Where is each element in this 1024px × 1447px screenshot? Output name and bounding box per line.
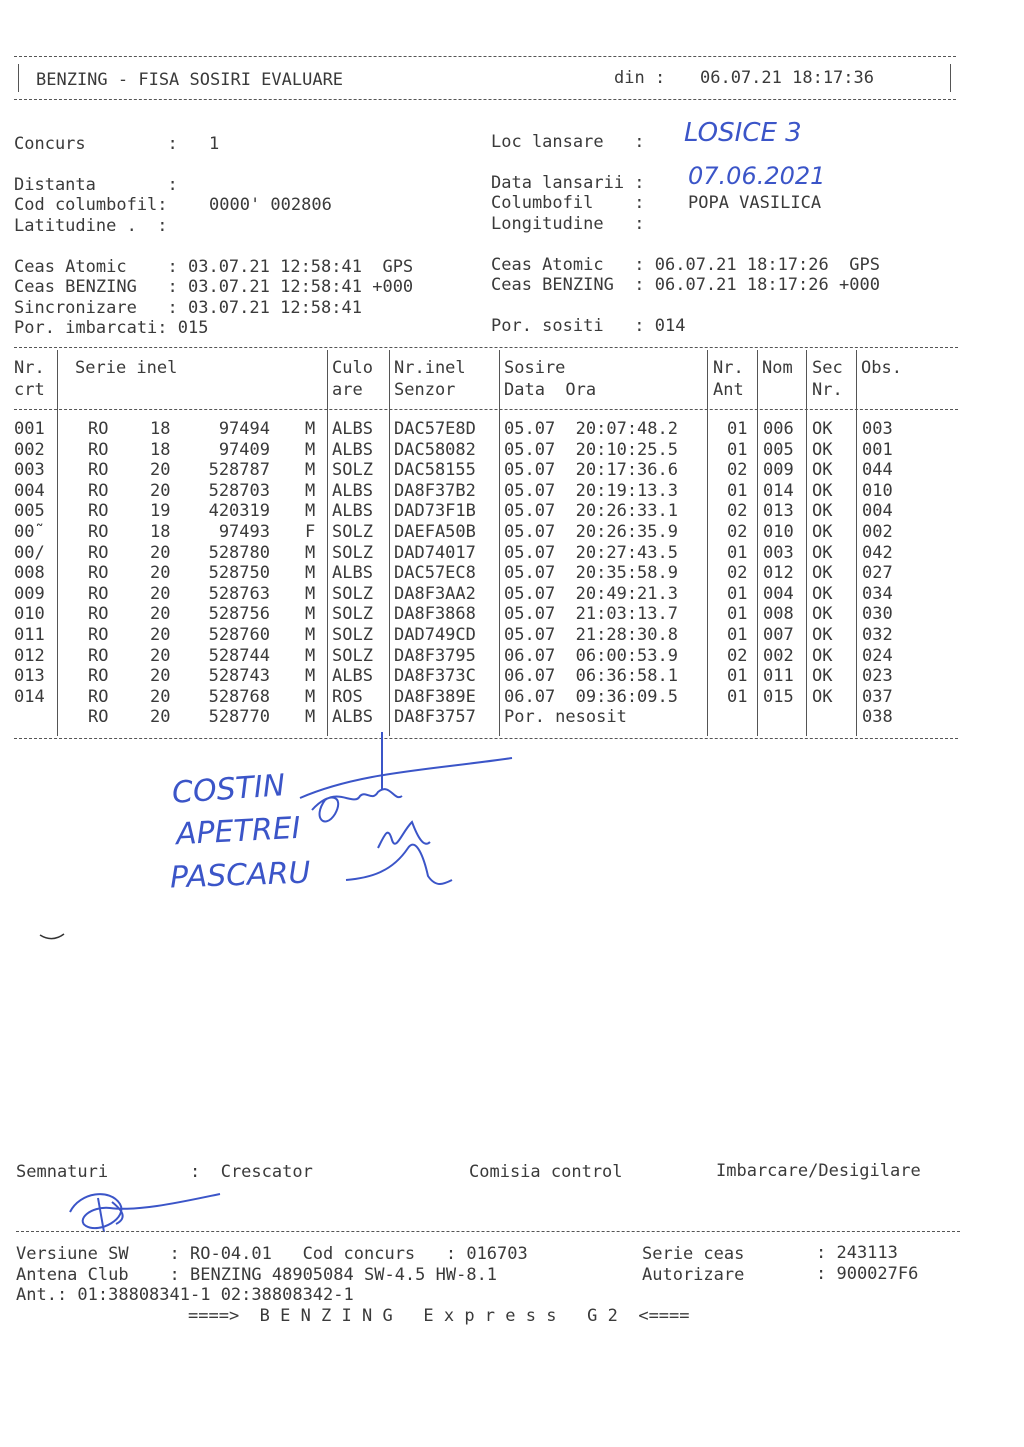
header-right-border (950, 64, 951, 92)
row-culoare: ALBS (332, 707, 373, 728)
header-din-value: 06.07.21 18:17:36 (700, 68, 874, 88)
row-obs: 024 (862, 645, 893, 666)
row-nom: 004 (763, 583, 794, 604)
row-an: 18 (150, 439, 171, 460)
col-header-sec: Sec (812, 358, 843, 378)
row-nr: 00/ (14, 542, 45, 563)
row-obs: 002 (862, 522, 893, 542)
row-nr: 001 (14, 419, 45, 439)
row-senzor: DAD749CD (394, 625, 476, 645)
col-header-ant-2: Ant (713, 380, 744, 400)
row-an: 20 (150, 460, 171, 481)
cod-columbofil-value: 0000' 002806 (209, 195, 332, 215)
row-ant: 01 (727, 666, 748, 687)
row-inel: 528760 (208, 625, 270, 645)
row-sosire: 05.07 20:07:48.2 (504, 419, 678, 439)
row-sec: OK (812, 604, 833, 625)
row-senzor: DAEFA50B (394, 522, 476, 542)
row-culoare: ALBS (332, 666, 373, 687)
footer-versiune: Versiune SW : RO-04.01 Cod concurs : 016703 (16, 1244, 528, 1264)
row-nr: 014 (14, 686, 45, 707)
row-inel: 528750 (208, 563, 270, 584)
row-sosire: 05.07 21:03:13.7 (504, 604, 678, 625)
row-ant: 02 (727, 460, 748, 481)
row-culoare: ALBS (332, 501, 373, 522)
row-an: 20 (150, 542, 171, 563)
table-top-rule (14, 347, 958, 348)
row-senzor: DA8F3868 (394, 604, 476, 625)
ceas-benzing-end: Ceas BENZING : 06.07.21 18:17:26 +000 (491, 275, 880, 295)
row-obs: 010 (862, 480, 893, 501)
row-sosire: 05.07 20:49:21.3 (504, 583, 678, 604)
row-culoare: ROS (332, 686, 363, 707)
signature-stroke (312, 789, 402, 821)
data-lansarii-value: 07.06.2021 (688, 162, 826, 190)
row-sex: M (305, 686, 316, 707)
row-senzor: DAC58155 (394, 460, 476, 481)
row-sosire: 06.07 09:36:09.5 (504, 686, 678, 707)
cod-columbofil-label: Cod columbofil: (14, 195, 168, 215)
row-an: 19 (150, 501, 171, 522)
header-left-border (18, 64, 19, 92)
row-an: 18 (150, 419, 171, 439)
row-tara: RO (88, 666, 109, 687)
footer-antena-club: Antena Club : BENZING 48905084 SW-4.5 HW-8.1 (16, 1265, 498, 1285)
row-obs: 042 (862, 542, 893, 563)
row-sec: OK (812, 542, 833, 563)
row-culoare: SOLZ (332, 604, 373, 625)
row-ant: 02 (727, 522, 748, 542)
row-ant: 01 (727, 583, 748, 604)
row-sex: M (305, 480, 316, 501)
row-nom: 005 (763, 439, 794, 460)
row-ant: 01 (727, 604, 748, 625)
handwritten-name: APETREI (175, 810, 302, 853)
row-sec: OK (812, 583, 833, 604)
row-ant: 01 (727, 419, 748, 439)
row-sex: M (305, 542, 316, 563)
row-nom: 002 (763, 645, 794, 666)
crescator-signature (50, 1182, 290, 1242)
table-header-rule (14, 409, 958, 410)
col-divider (57, 350, 58, 736)
col-divider (327, 350, 328, 736)
row-tara: RO (88, 480, 109, 501)
col-header-sosire-2: Data Ora (504, 380, 597, 400)
row-nr: 00˜ (14, 522, 45, 542)
row-nom: 008 (763, 604, 794, 625)
row-senzor: DA8F3795 (394, 645, 476, 666)
row-sosire: 05.07 20:26:33.1 (504, 501, 678, 522)
col-header-sec-2: Nr. (812, 380, 843, 400)
comisia-control-label: Comisia control (469, 1162, 623, 1182)
header-din-label: din : (614, 68, 666, 88)
row-ant: 01 (727, 686, 748, 707)
row-tara: RO (88, 707, 109, 728)
row-nom: 010 (763, 522, 794, 542)
row-sec: OK (812, 522, 833, 542)
row-nom: 011 (763, 666, 794, 687)
row-nr: 008 (14, 563, 45, 584)
row-tara: RO (88, 501, 109, 522)
row-ant: 02 (727, 645, 748, 666)
col-divider (707, 350, 708, 736)
row-senzor: DAC57E8D (394, 419, 476, 439)
row-sex: M (305, 666, 316, 687)
row-nr: 009 (14, 583, 45, 604)
row-sec: OK (812, 563, 833, 584)
row-tara: RO (88, 542, 109, 563)
columbofil-label: Columbofil : (491, 193, 645, 213)
concurs-value: 1 (209, 134, 220, 154)
row-senzor: DA8F373C (394, 666, 476, 687)
row-sex: M (305, 707, 316, 728)
row-culoare: ALBS (332, 563, 373, 584)
row-sex: M (305, 563, 316, 584)
row-culoare: SOLZ (332, 460, 373, 481)
porumbei-sositi: Por. sositi : 014 (491, 316, 686, 336)
loc-lansare-label: Loc lansare : (491, 132, 645, 152)
footer-serie-ceas-value: : 243113 (816, 1243, 898, 1263)
row-obs: 030 (862, 604, 893, 625)
row-sec: OK (812, 645, 833, 666)
footer-serie-ceas-label: Serie ceas (642, 1244, 745, 1264)
row-nom: 009 (763, 460, 794, 481)
row-nr: 013 (14, 666, 45, 687)
row-culoare: SOLZ (332, 583, 373, 604)
row-tara: RO (88, 419, 109, 439)
row-obs: 044 (862, 460, 893, 481)
col-header-nr-2: crt (14, 380, 45, 400)
signature-stroke (378, 822, 430, 848)
row-sosire: 06.07 06:36:58.1 (504, 666, 678, 687)
row-nom: 007 (763, 625, 794, 645)
row-sex: M (305, 460, 316, 481)
distanta-label: Distanta : (14, 175, 178, 195)
row-senzor: DAC57EC8 (394, 563, 476, 584)
row-an: 20 (150, 625, 171, 645)
row-tara: RO (88, 522, 109, 542)
row-sosire: 05.07 20:17:36.6 (504, 460, 678, 481)
row-ant: 01 (727, 542, 748, 563)
row-inel: 528744 (208, 645, 270, 666)
col-divider (806, 350, 807, 736)
row-inel: 528763 (208, 583, 270, 604)
crescator-label: : Crescator (190, 1162, 313, 1182)
data-lansarii-label: Data lansarii : (491, 173, 645, 193)
row-inel: 97409 (218, 439, 270, 460)
row-obs: 037 (862, 686, 893, 707)
col-divider (389, 350, 390, 736)
footer-autorizare-value: : 900027F6 (816, 1264, 919, 1284)
col-header-sosire: Sosire (504, 358, 566, 378)
col-divider (757, 350, 758, 736)
row-tara: RO (88, 645, 109, 666)
col-header-ant: Nr. (713, 358, 744, 378)
row-tara: RO (88, 625, 109, 645)
row-sec: OK (812, 439, 833, 460)
row-sec: OK (812, 625, 833, 645)
handwritten-name: PASCARU (169, 855, 312, 896)
row-inel: 528703 (208, 480, 270, 501)
row-senzor: DA8F3757 (394, 707, 476, 728)
row-nom: 013 (763, 501, 794, 522)
row-senzor: DAD73F1B (394, 501, 476, 522)
columbofil-value: POPA VASILICA (688, 193, 822, 213)
row-sosire: 05.07 20:10:25.5 (504, 439, 678, 460)
row-sex: M (305, 439, 316, 460)
row-obs: 034 (862, 583, 893, 604)
row-culoare: SOLZ (332, 542, 373, 563)
row-inel: 97494 (218, 419, 270, 439)
col-header-nr: Nr. (14, 358, 45, 378)
row-an: 18 (150, 522, 171, 542)
row-senzor: DAC58082 (394, 439, 476, 460)
handwritten-name: COSTIN (170, 768, 287, 811)
row-ant: 02 (727, 563, 748, 584)
row-an: 20 (150, 563, 171, 584)
row-nom: 003 (763, 542, 794, 563)
loc-lansare-value: LOSICE 3 (684, 118, 802, 148)
row-tara: RO (88, 439, 109, 460)
row-sec: OK (812, 501, 833, 522)
semnaturi-label: Semnaturi (16, 1162, 109, 1182)
row-sosire: 05.07 21:28:30.8 (504, 625, 678, 645)
row-ant: 02 (727, 501, 748, 522)
row-sec: OK (812, 419, 833, 439)
signature-stroke (70, 1194, 220, 1228)
porumbei-imbarcati: Por. imbarcati: 015 (14, 318, 209, 338)
row-culoare: ALBS (332, 480, 373, 501)
row-nom: 006 (763, 419, 794, 439)
latitudine-label: Latitudine . : (14, 216, 168, 236)
row-senzor: DA8F3AA2 (394, 583, 476, 604)
row-nr: 004 (14, 480, 45, 501)
col-header-culoare: Culo (332, 358, 373, 378)
row-sec: OK (812, 480, 833, 501)
row-nr: 011 (14, 625, 45, 645)
col-divider (499, 350, 500, 736)
ceas-atomic-end: Ceas Atomic : 06.07.21 18:17:26 GPS (491, 255, 880, 275)
row-inel: 528756 (208, 604, 270, 625)
row-tara: RO (88, 563, 109, 584)
ceas-atomic-start: Ceas Atomic : 03.07.21 12:58:41 GPS (14, 257, 414, 277)
row-an: 20 (150, 604, 171, 625)
row-inel: 528743 (208, 666, 270, 687)
col-header-senzor-2: Senzor (394, 380, 456, 400)
row-inel: 420319 (208, 501, 270, 522)
row-culoare: ALBS (332, 419, 373, 439)
row-sosire: 05.07 20:35:58.9 (504, 563, 678, 584)
row-obs: 027 (862, 563, 893, 584)
sincronizare: Sincronizare : 03.07.21 12:58:41 (14, 298, 362, 318)
row-obs: 038 (862, 707, 893, 728)
col-header-senzor: Nr.inel (394, 358, 466, 378)
row-sosire: 05.07 20:26:35.9 (504, 522, 678, 542)
row-nr: 005 (14, 501, 45, 522)
row-nr: 003 (14, 460, 45, 481)
col-header-culoare-2: are (332, 380, 363, 400)
row-nom: 015 (763, 686, 794, 707)
row-nr: 012 (14, 645, 45, 666)
row-obs: 001 (862, 439, 893, 460)
row-sex: M (305, 501, 316, 522)
row-sex: F (305, 522, 316, 542)
row-tara: RO (88, 583, 109, 604)
row-senzor: DA8F389E (394, 686, 476, 707)
header-title: BENZING - FISA SOSIRI EVALUARE (36, 70, 344, 90)
row-inel: 528770 (208, 707, 270, 728)
row-nom: 012 (763, 563, 794, 584)
row-obs: 003 (862, 419, 893, 439)
header-bottom-rule (14, 99, 956, 100)
handwritten-signatures (0, 730, 520, 950)
row-an: 20 (150, 707, 171, 728)
row-culoare: SOLZ (332, 522, 373, 542)
row-an: 20 (150, 645, 171, 666)
row-an: 20 (150, 480, 171, 501)
col-header-obs: Obs. (861, 358, 902, 378)
row-sosire: 06.07 06:00:53.9 (504, 645, 678, 666)
col-divider (856, 350, 857, 736)
longitudine-label: Longitudine : (491, 214, 645, 234)
footer-benzing-express: ====> B E N Z I N G E x p r e s s G 2 <==== (188, 1306, 690, 1326)
header-top-rule (14, 56, 956, 57)
row-an: 20 (150, 686, 171, 707)
row-ant: 01 (727, 439, 748, 460)
col-header-nom: Nom (762, 358, 793, 378)
row-inel: 528787 (208, 460, 270, 481)
row-senzor: DA8F37B2 (394, 480, 476, 501)
row-sosire: 05.07 20:19:13.3 (504, 480, 678, 501)
row-inel: 97493 (218, 522, 270, 542)
row-senzor: DAD74017 (394, 542, 476, 563)
row-obs: 023 (862, 666, 893, 687)
row-sec: OK (812, 666, 833, 687)
footer-autorizare-label: Autorizare (642, 1265, 745, 1285)
row-sex: M (305, 419, 316, 439)
row-nr: 010 (14, 604, 45, 625)
signature-stroke (300, 758, 512, 798)
row-sec: OK (812, 460, 833, 481)
imbarcare-desigilare-label: Imbarcare/Desigilare (716, 1161, 921, 1181)
signature-stroke (346, 845, 452, 884)
row-tara: RO (88, 604, 109, 625)
row-nr: 002 (14, 439, 45, 460)
row-inel: 528768 (208, 686, 270, 707)
footer-rule (16, 1231, 960, 1232)
row-sosire: Por. nesosit (504, 707, 627, 728)
row-nom: 014 (763, 480, 794, 501)
footer-antene: Ant.: 01:38808341-1 02:38808342-1 (16, 1285, 354, 1305)
signature-stroke (40, 934, 64, 939)
row-ant: 01 (727, 480, 748, 501)
row-inel: 528780 (208, 542, 270, 563)
row-an: 20 (150, 666, 171, 687)
row-an: 20 (150, 583, 171, 604)
row-ant: 01 (727, 625, 748, 645)
row-obs: 004 (862, 501, 893, 522)
row-sex: M (305, 645, 316, 666)
concurs-label: Concurs : (14, 134, 178, 154)
col-header-serie: Serie inel (75, 358, 178, 378)
row-culoare: ALBS (332, 439, 373, 460)
row-culoare: SOLZ (332, 625, 373, 645)
row-sex: M (305, 604, 316, 625)
row-sex: M (305, 625, 316, 645)
row-sex: M (305, 583, 316, 604)
row-obs: 032 (862, 625, 893, 645)
row-culoare: SOLZ (332, 645, 373, 666)
row-tara: RO (88, 686, 109, 707)
row-sec: OK (812, 686, 833, 707)
row-sosire: 05.07 20:27:43.5 (504, 542, 678, 563)
ceas-benzing-start: Ceas BENZING : 03.07.21 12:58:41 +000 (14, 277, 414, 297)
row-tara: RO (88, 460, 109, 481)
